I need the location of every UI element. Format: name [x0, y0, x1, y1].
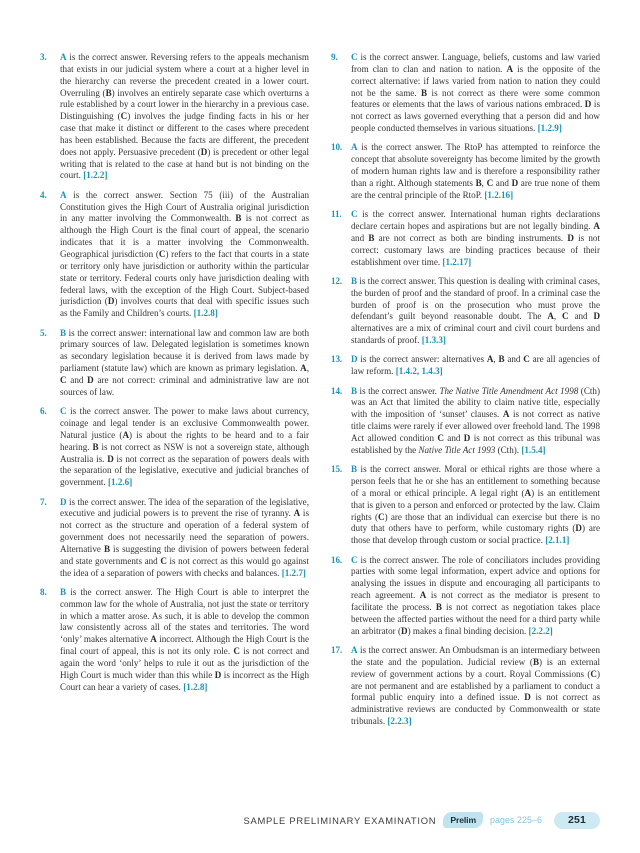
answer-number: 3.	[40, 52, 47, 62]
answer-item	[331, 464, 600, 547]
answer-text: A is the correct answer. Reversing refers to the appeals mechanism that exists in our judicial system where a court at a higher level in the hierarchy can reverse the precedent created in a lower court. Overruling (B) involves an entirely separate case which overturns a rule established by a court lower in the hierarchy in a previous case. Distinguishing (C) involves the judge finding facts in his or her case that make it distinct or different to the cases where precedent has been established. Because the facts are different, the precedent does not apply. Persuasive precedent (D) is precedent or other legal writing that is related to the case at hand but is not binding on the court. [1.2.2]	[60, 52, 310, 181]
answer-number: 12.	[331, 275, 343, 286]
answer-number: 13.	[331, 354, 343, 365]
answer-number: 8.	[40, 586, 47, 597]
answer-text: D is the correct answer: alternatives A, B and C are all agencies of law reform. [1.4.2, 1.4.3]	[351, 354, 601, 377]
footer-pages-label: pages 225–6	[490, 815, 542, 825]
answer-text: C is the correct answer. The power to make laws about currency, coinage and legal tender is an exclusive Commonwealth power. Natural justice (A) is about the rights to be heard and to a fair hearing. B is not correct as NSW is not a sovereign state, although Australia is. D is not correct as the separation of powers deals with the separation of the legislative, executive and judicial branches of government. [1.2.6]	[60, 406, 309, 488]
answer-text: B is the correct answer. Moral or ethical rights are those where a person feels that he or she has an entitlement to something because of a moral or ethical principle. A legal right (A) is an entitlement that is given to a person and enforced or protected by the law. Claim rights (C) are those that an individual can exercise but there is no duty that others have to perform, while customary rights (D) are those that develop through custom or social practice. [2.1.1]	[351, 464, 600, 546]
answer-text: D is the correct answer. The idea of the separation of the legislative, executive and judicial powers is to prevent the rise of tyranny. A is not correct as the structure and operation of a federal system of government does not necessarily need the separation of powers. Alternative B is suggesting the division of powers between federal and state governments and C is not correct as this would go against the idea of a separation of powers with checks and balances. [1.2.7]	[60, 496, 310, 578]
answer-item	[40, 406, 309, 489]
answer-text: C is the correct answer. Language, beliefs, customs and law varied from clan to clan and nation to nation. A is the opposite of the correct alternative: if laws varied from nation to nation they could not be the same. B is not correct as there were some common features or elements that the laws of various nations embraced. D is not correct as laws governed everything that a person did and how people conducted themselves in various situations. [1.2.9]	[351, 52, 600, 134]
answer-item	[331, 52, 600, 135]
answer-item	[40, 52, 309, 182]
answer-number: 6.	[40, 406, 47, 417]
answer-item	[40, 497, 309, 580]
answer-number: 7.	[40, 496, 47, 507]
answer-text: B is the correct answer. This question is dealing with criminal cases, the burden of proof and the standard of proof. In a criminal case the burden of proof is on the prosecution who must prove the defendant’s guilt beyond reasonable doubt. The A, C and D alternatives are a mix of criminal court and civil court burdens and standards of proof. [1.3.3]	[351, 275, 601, 346]
answer-text: A is the correct answer. The RtoP has attempted to reinforce the concept that absolute sovereignty has become limited by the growth of modern human rights law and is therefore a responsibility rather than a right. Although statements B, C and D are true none of them are the central principle of the RtoP. [1.2.16]	[351, 142, 601, 200]
answer-item	[331, 354, 600, 378]
right-column	[331, 52, 600, 735]
footer-title: SAMPLE PRELIMINARY EXAMINATION	[243, 814, 437, 826]
answer-text: C is the correct answer. The role of conciliators includes providing parties with some legal information, expert advice and options for analysing the issues in dispute and encouraging all participants to reach agreement. A is not correct as the mediator is present to facilitate the process. B is not correct as negotiation takes place between the affected parties without the need for a third party while an arbitrator (D) makes a final binding decision. [2.2.2]	[351, 554, 600, 636]
answer-item	[331, 142, 600, 201]
answer-number: 4.	[40, 189, 47, 200]
answer-number: 15.	[331, 464, 343, 475]
answer-item	[331, 645, 600, 728]
answer-number: 10.	[331, 142, 343, 153]
answer-item	[331, 386, 600, 457]
answer-number: 5.	[40, 327, 47, 338]
answer-item	[331, 209, 600, 268]
page-number: 251	[554, 812, 600, 829]
answer-number: 9.	[331, 52, 338, 62]
answer-item	[331, 555, 600, 638]
answer-number: 16.	[331, 554, 343, 565]
answer-text: C is the correct answer. International human rights declarations declare certain hopes and aspirations but are not legally binding. A and B are not correct as both are binding instruments. D is not correct: customary laws are binding practices because of their establishment over time. [1.2.17]	[351, 209, 601, 267]
left-column	[40, 52, 309, 701]
answer-item	[40, 190, 309, 320]
answer-item	[40, 587, 309, 694]
answer-number: 14.	[331, 385, 343, 396]
answer-text: B is the correct answer: international law and common law are both primary sources of law. Delegated legislation is sometimes known as secondary legislation because it is derived from laws made by parliament (statute law) which are known as primary legislation. A, C and D are not correct: criminal and administrative law are not sources of law.	[60, 327, 309, 397]
answer-text: A is the correct answer. An Ombudsman is an intermediary between the state and the population. Judicial review (B) is an external review of government actions by a court. Royal Commissions (C) are not permanent and are established by a parliament to conduct a formal public enquiry into a defined issue. D is not correct as administrative reviews are conducted by Commonwealth or state tribunals. [2.2.3]	[351, 644, 601, 727]
answer-number: 11.	[331, 209, 342, 220]
prelim-badge: Prelim	[443, 812, 483, 828]
answer-text: A is the correct answer. Section 75 (iii) of the Australian Constitution gives the High Court of Australia original jurisdiction in any matter involving the Commonwealth. B is not correct as although the High Court is the final court of appeal, the scenario indicates that it is a matter involving the Commonwealth. Geographical jurisdiction (C) refers to the fact that courts in a state or territory only have jurisdiction or authority within the particular state or territory. Federal courts only have jurisdiction dealing with federal laws, with the exception of the High Court. Subject-based jurisdiction (D) involves courts that deal with specific issues such as the Family and Children’s courts. [1.2.8]	[60, 189, 309, 319]
answer-text: B is the correct answer. The Native Title Amendment Act 1998 (Cth) was an Act that limited the ability to claim native title, especially with the imposition of ‘sunset’ clauses. A is not correct as native title claims were rarely if ever allowed over freehold land. The 1998 Act allowed condition C and D is not correct as this tribunal was established by the Native Title Act 1993 (Cth). [1.5.4]	[351, 385, 600, 455]
answer-text: B is the correct answer. The High Court is able to interpret the common law for the whole of Australia, not just the state or territory in which a matter arose. As such, it is able to develop the common law consistently across all of the states and territories. The word ‘only’ makes alternative A incorrect. Although the High Court is the final court of appeal, this is not its only role. C is not correct and again the word ‘only’ helps to rule it out as the jurisdiction of the High Court is much wider than this while D is incorrect as the High Court can hear a variety of cases. [1.2.8]	[60, 586, 309, 692]
answer-item	[331, 276, 600, 347]
answer-number: 17.	[331, 644, 343, 655]
two-column-layout	[40, 52, 600, 735]
page-footer	[40, 805, 600, 835]
answer-item	[40, 328, 309, 399]
